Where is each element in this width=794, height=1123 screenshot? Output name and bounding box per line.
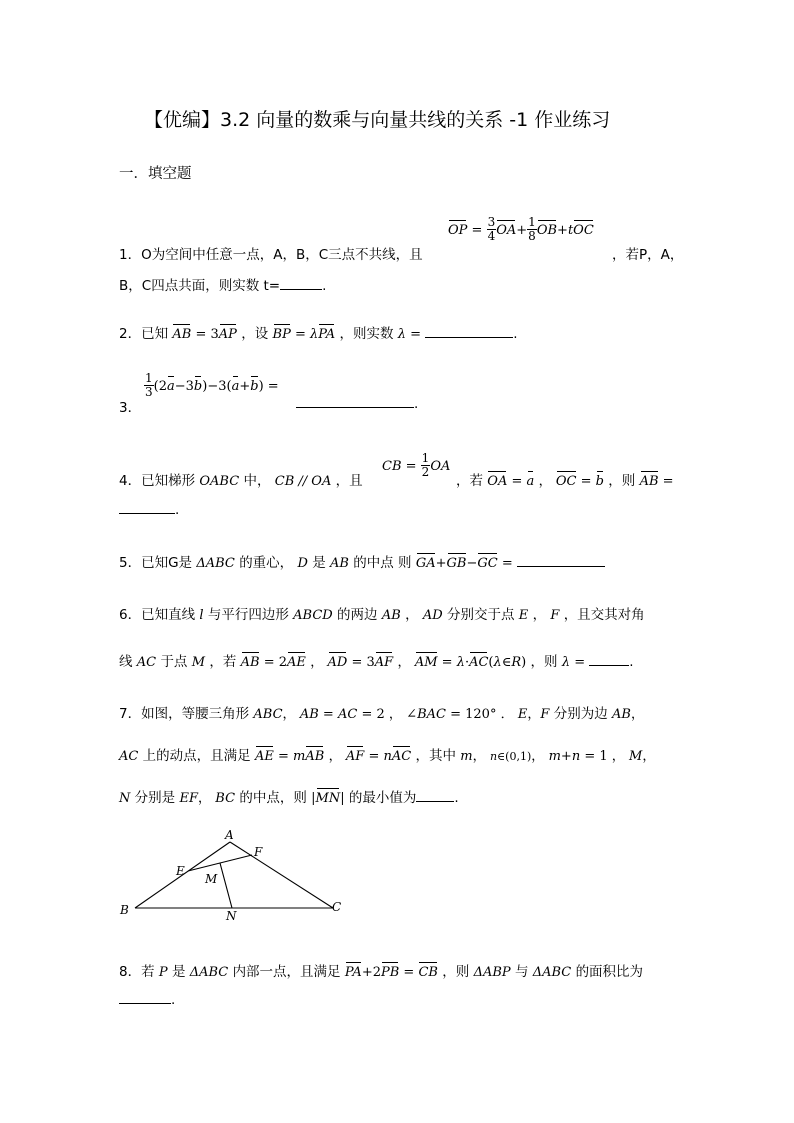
label-N: N [226, 909, 237, 923]
question-8-line-2: . [119, 992, 175, 1008]
question-2: 2．已知 AB = 3AP ，设 BP = λPA ，则实数 λ = . [119, 326, 518, 342]
question-3-number: 3． [119, 400, 142, 416]
question-6-line-2: 线 AC 于点 M ，若 AB = 2AE ， AD = 3AF ， AM = λ·AC(λ∈R) ，则 λ = . [119, 654, 634, 670]
question-6-line-1: 6．已知直线 l 与平行四边形 ABCD 的两边 AB ， AD 分别交于点 E ， F ，且交其对角 [119, 607, 645, 623]
question-1-line-1: 1．O为空间中任意一点，A，B，C三点不共线，且 [119, 247, 423, 263]
question-5: 5．已知G是 ΔABC 的重心， D 是 AB 的中点 则 GA+GB−GC = [119, 551, 605, 571]
label-B: B [120, 903, 129, 917]
label-M: M [205, 872, 218, 886]
question-1-formula: OP = $\frac{3}{4}$ OA+ $\frac{1}{8}$ OB+tOC [448, 215, 594, 243]
question-4-formula: CB = $\frac{1}{2}$ OA [382, 451, 451, 479]
label-E: E [176, 864, 185, 878]
label-F: F [254, 845, 263, 859]
section-heading: 一．填空题 [119, 166, 192, 182]
question-1-text-2: ，若P，A， [612, 247, 684, 263]
triangle-figure [110, 828, 360, 928]
page-title: 【优编】3.2 向量的数乘与向量共线的关系 -1 作业练习 [144, 109, 611, 131]
question-8-line-1: 8．若 P 是 ΔABC 内部一点，且满足 PA+2PB = CB ，则 ΔABP 与 ΔABC 的面积比为 [119, 964, 644, 980]
question-3-formula: $\frac{1}{3}$ (2a−3b)−3(a+b) = [145, 371, 279, 399]
question-4-line-2: . [119, 502, 179, 518]
label-A: A [225, 828, 234, 842]
label-C: C [332, 900, 342, 914]
question-4-line-1b: ，若 OA = a ， OC = b ，则 AB = [456, 473, 674, 489]
question-7-line-3: N 分别是 EF， BC 的中点，则 |MN| 的最小值为 . [119, 790, 459, 806]
question-1-line-2: B，C四点共面，则实数 t= . [119, 278, 327, 294]
question-7-line-1: 7．如图，等腰三角形 ABC， AB = AC = 2 ， ∠BAC = 120° ． E，F 分别为边 AB， [119, 706, 644, 722]
question-3-blank: . [296, 396, 418, 412]
question-7-line-2: AC 上的动点，且满足 AE = mAB ， AF = nAC ，其中 m， n∈(0,1)， m+n = 1 ， M， [119, 748, 656, 764]
question-4-line-1: 4．已知梯形 OABC 中， CB // OA ，且 [119, 473, 363, 489]
